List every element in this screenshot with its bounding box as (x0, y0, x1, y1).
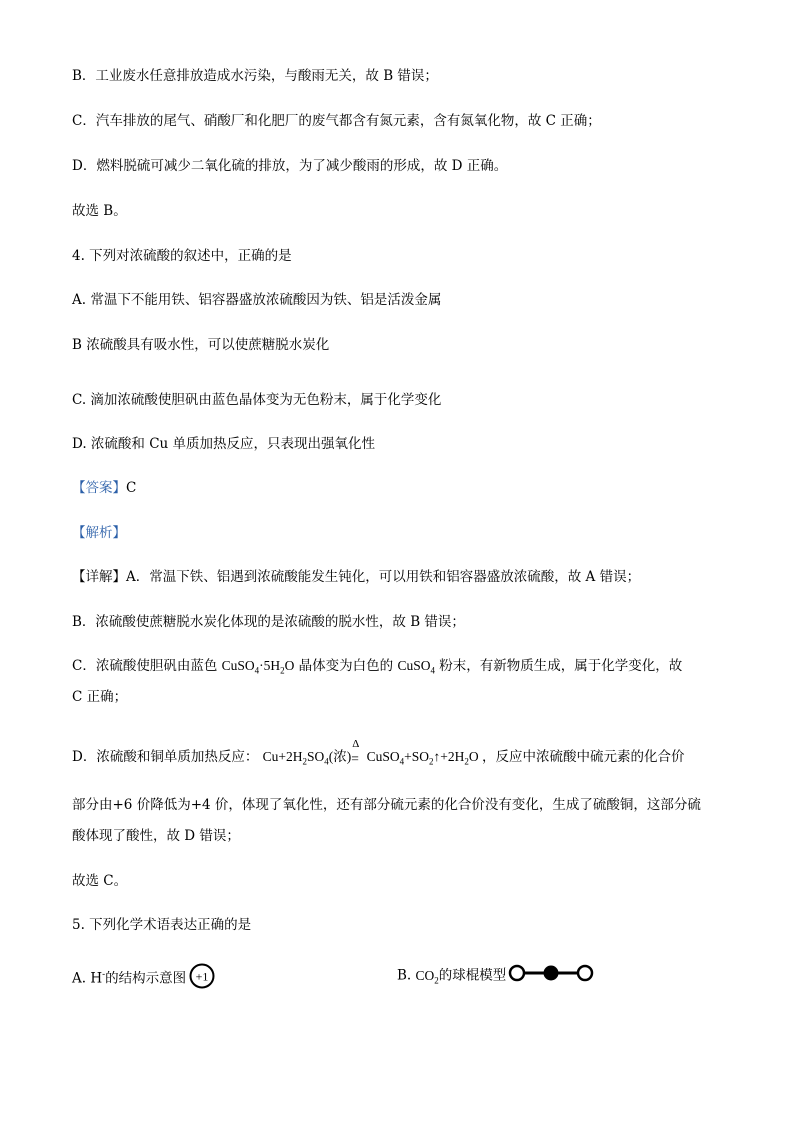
q4-option-b: B 浓硫酸具有吸水性，可以使蔗糖脱水炭化 (72, 337, 330, 353)
q4-stem: 4. 下列对浓硫酸的叙述中，正确的是 (72, 248, 292, 264)
q4-option-c: C. 滴加浓硫酸使胆矾由蓝色晶体变为无色粉末，属于化学变化 (72, 392, 442, 408)
formula-co2: $CO_2$ (415, 967, 439, 986)
q4-detail-c-line2: C 正确； (72, 689, 128, 705)
option-d-explanation: D．燃料脱硫可减少二氧化硫的排放，为了减少酸雨的形成，故 D 正确。 (72, 158, 508, 174)
option-c-explanation: C．汽车排放的尾气、硝酸厂和化肥厂的废气都含有氮元素，含有氮氧化物，故 C 正确； (72, 113, 601, 129)
option-b-explanation: B．工业废水任意排放造成水污染，与酸雨无关，故 B 错误； (72, 68, 438, 84)
conclusion-q3: 故选 B。 (72, 203, 127, 219)
heat-condition: Δ (352, 738, 360, 750)
q4-analysis-tag: 【解析】 (72, 525, 126, 541)
q5-option-b: B. $CO_2$的球棍模型 (397, 962, 594, 990)
q4-detail-d-line1: D．浓硫酸和铜单质加热反应： $Cu+2H_2SO_4$(浓) Δ = $CuSO_4+SO_2↑+2H_2O$ ，反应中浓硫酸中硫元素的化合价 (72, 747, 685, 767)
q4-detail-c-line1: C．浓硫酸使胆矾由蓝色 $CuSO_4\cdot 5H_2O$ 晶体变为白色的 CuSO$_4$ 粉末，有新物质生成，属于化学变化，故 (72, 658, 683, 676)
detail-tag: 【详解】 (72, 569, 126, 585)
q4-option-a: A. 常温下不能用铁、铝容器盛放浓硫酸因为铁、铝是活泼金属 (72, 292, 442, 308)
nucleus-charge: +1 (195, 969, 209, 984)
q4-answer (72, 478, 136, 498)
q5-stem: 5. 下列化学术语表达正确的是 (72, 917, 252, 933)
h-ion-structure-diagram (188, 962, 216, 996)
q4-detail-b: B．浓硫酸使蔗糖脱水炭化体现的是浓硫酸的脱水性，故 B 错误； (72, 614, 465, 630)
q4-detail-d-line2: 部分由+6 价降低为+4 价，体现了氧化性，还有部分硫元素的化合价没有变化，生成了硫酸铜，这部分硫 (72, 797, 701, 813)
co2-ball-stick-model (508, 962, 594, 990)
q5-option-a: A. H-的结构示意图 +1 (72, 962, 216, 996)
q4-detail-a: 【详解】A．常温下铁、铝遇到浓硫酸能发生钝化，可以用铁和铝容器盛放浓硫酸，故 A 错误； (72, 569, 641, 585)
formula-cuso4: CuSO$_4$ (397, 658, 435, 676)
reaction-equation: $Cu+2H_2SO_4$(浓) Δ = $CuSO_4+SO_2↑+2H_2O$ (263, 749, 482, 764)
q4-option-d: D. 浓硫酸和 Cu 单质加热反应，只表现出强氧化性 (72, 436, 376, 452)
answer-tag: 【答案】 (72, 480, 126, 496)
q4-conclusion: 故选 C。 (72, 873, 128, 889)
formula-cuso4-5h2o: $CuSO_4\cdot 5H_2O$ (221, 658, 295, 676)
answer-value: C (126, 480, 137, 496)
q4-detail-d-line3: 酸体现了酸性，故 D 错误； (72, 828, 240, 844)
